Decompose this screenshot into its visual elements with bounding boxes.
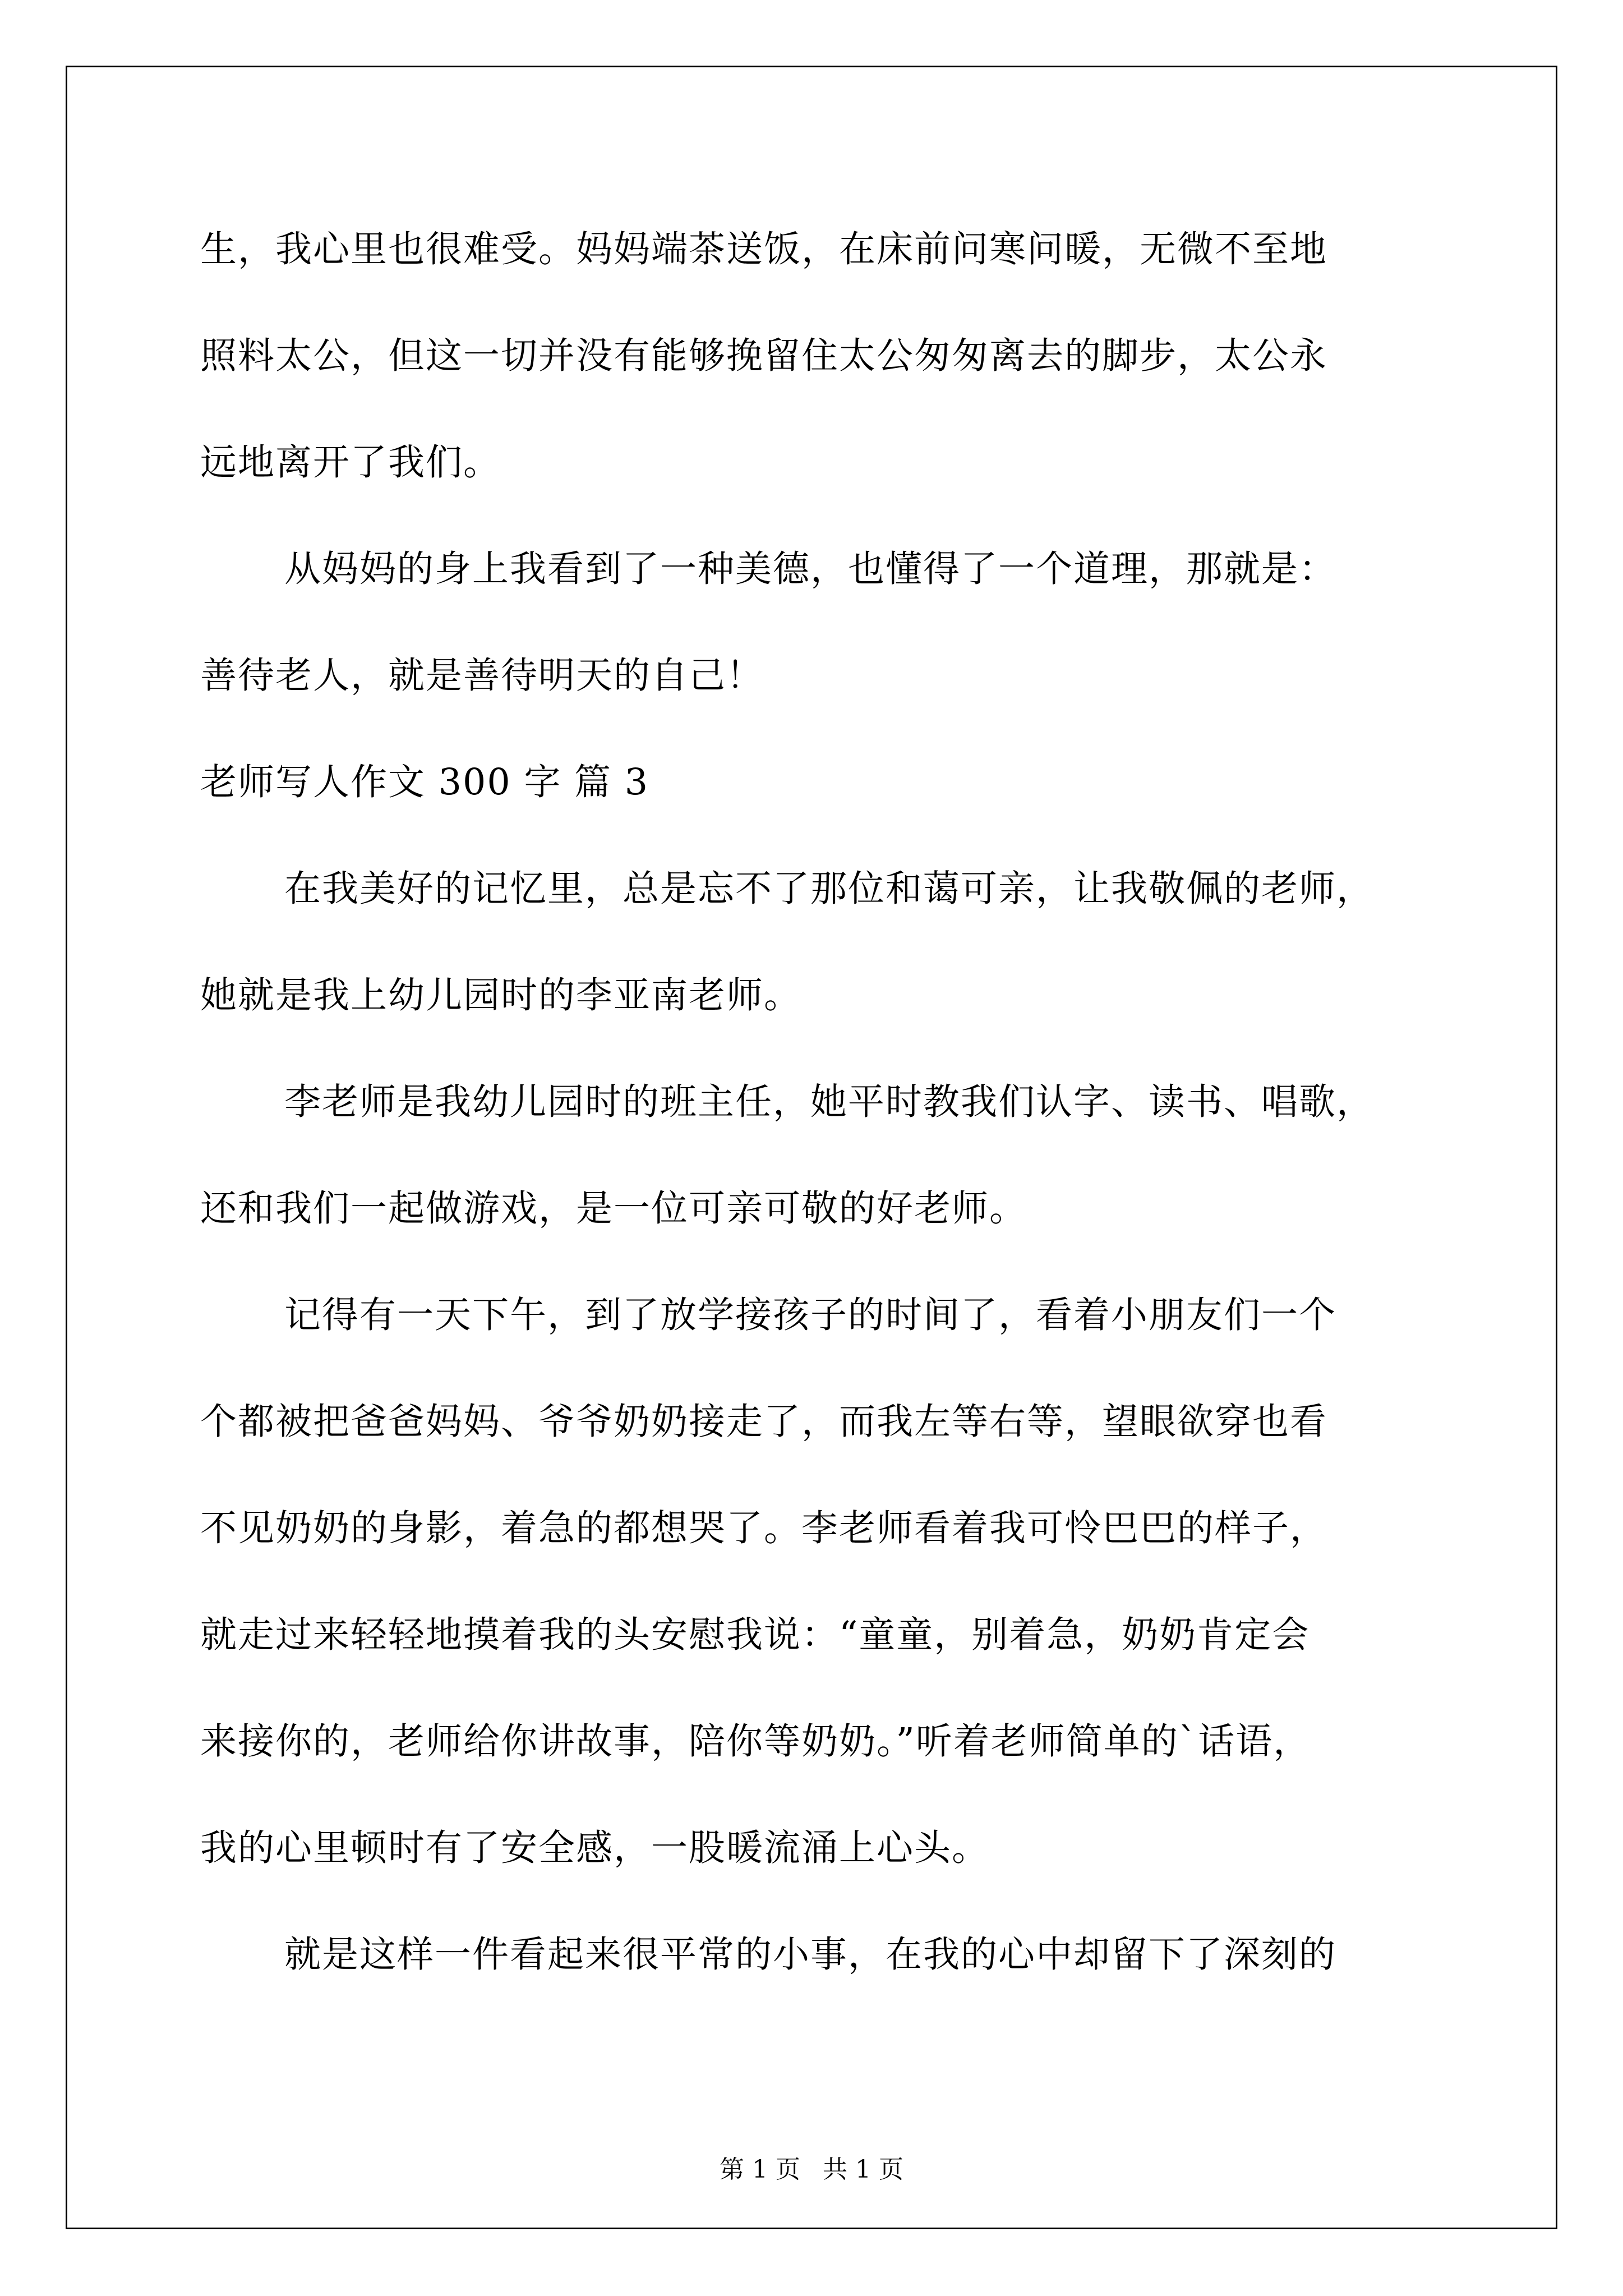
text-line: 就走过来轻轻地摸着我的头安慰我说：“童童，别着急，奶奶肯定会	[200, 1614, 1310, 1656]
text-line: 不见奶奶的身影，着急的都想哭了。李老师看着我可怜巴巴的样子，	[200, 1507, 1328, 1549]
page-footer	[0, 2154, 1623, 2185]
paragraph-start-line: 就是这样一件看起来很平常的小事，在我的心中却留下了深刻的	[284, 1934, 1337, 1976]
text-line: 来接你的，老师给你讲故事，陪你等奶奶。”听着老师简单的`话语，	[200, 1720, 1311, 1763]
page-border	[66, 66, 1557, 2229]
text-line: 生，我心里也很难受。妈妈端茶送饭，在床前问寒问暖，无微不至地	[200, 228, 1328, 270]
text-line: 善待老人，就是善待明天的自己！	[200, 655, 764, 697]
section-heading: 老师写人作文 300 字 篇 3	[200, 761, 649, 803]
text-line: 她就是我上幼儿园时的李亚南老师。	[200, 974, 802, 1016]
text-line: 照料太公，但这一切并没有能够挽留住太公匆匆离去的脚步，太公永	[200, 335, 1328, 377]
text-line: 我的心里顿时有了安全感，一股暖流涌上心头。	[200, 1827, 990, 1869]
text-line: 远地离开了我们。	[200, 441, 501, 484]
text-line: 个都被把爸爸妈妈、爷爷奶奶接走了，而我左等右等，望眼欲穿也看	[200, 1401, 1328, 1443]
paragraph-start-line: 李老师是我幼儿园时的班主任，她平时教我们认字、读书、唱歌，	[284, 1081, 1375, 1123]
paragraph-start-line: 在我美好的记忆里，总是忘不了那位和蔼可亲，让我敬佩的老师，	[284, 868, 1375, 910]
paragraph-start-line: 从妈妈的身上我看到了一种美德，也懂得了一个道理，那就是：	[284, 548, 1337, 590]
page-number: 第 1 页	[720, 2155, 800, 2184]
paragraph-start-line: 记得有一天下午，到了放学接孩子的时间了，看着小朋友们一个	[284, 1294, 1337, 1336]
page-total: 共 1 页	[823, 2155, 903, 2184]
text-line: 还和我们一起做游戏，是一位可亲可敬的好老师。	[200, 1188, 1027, 1230]
